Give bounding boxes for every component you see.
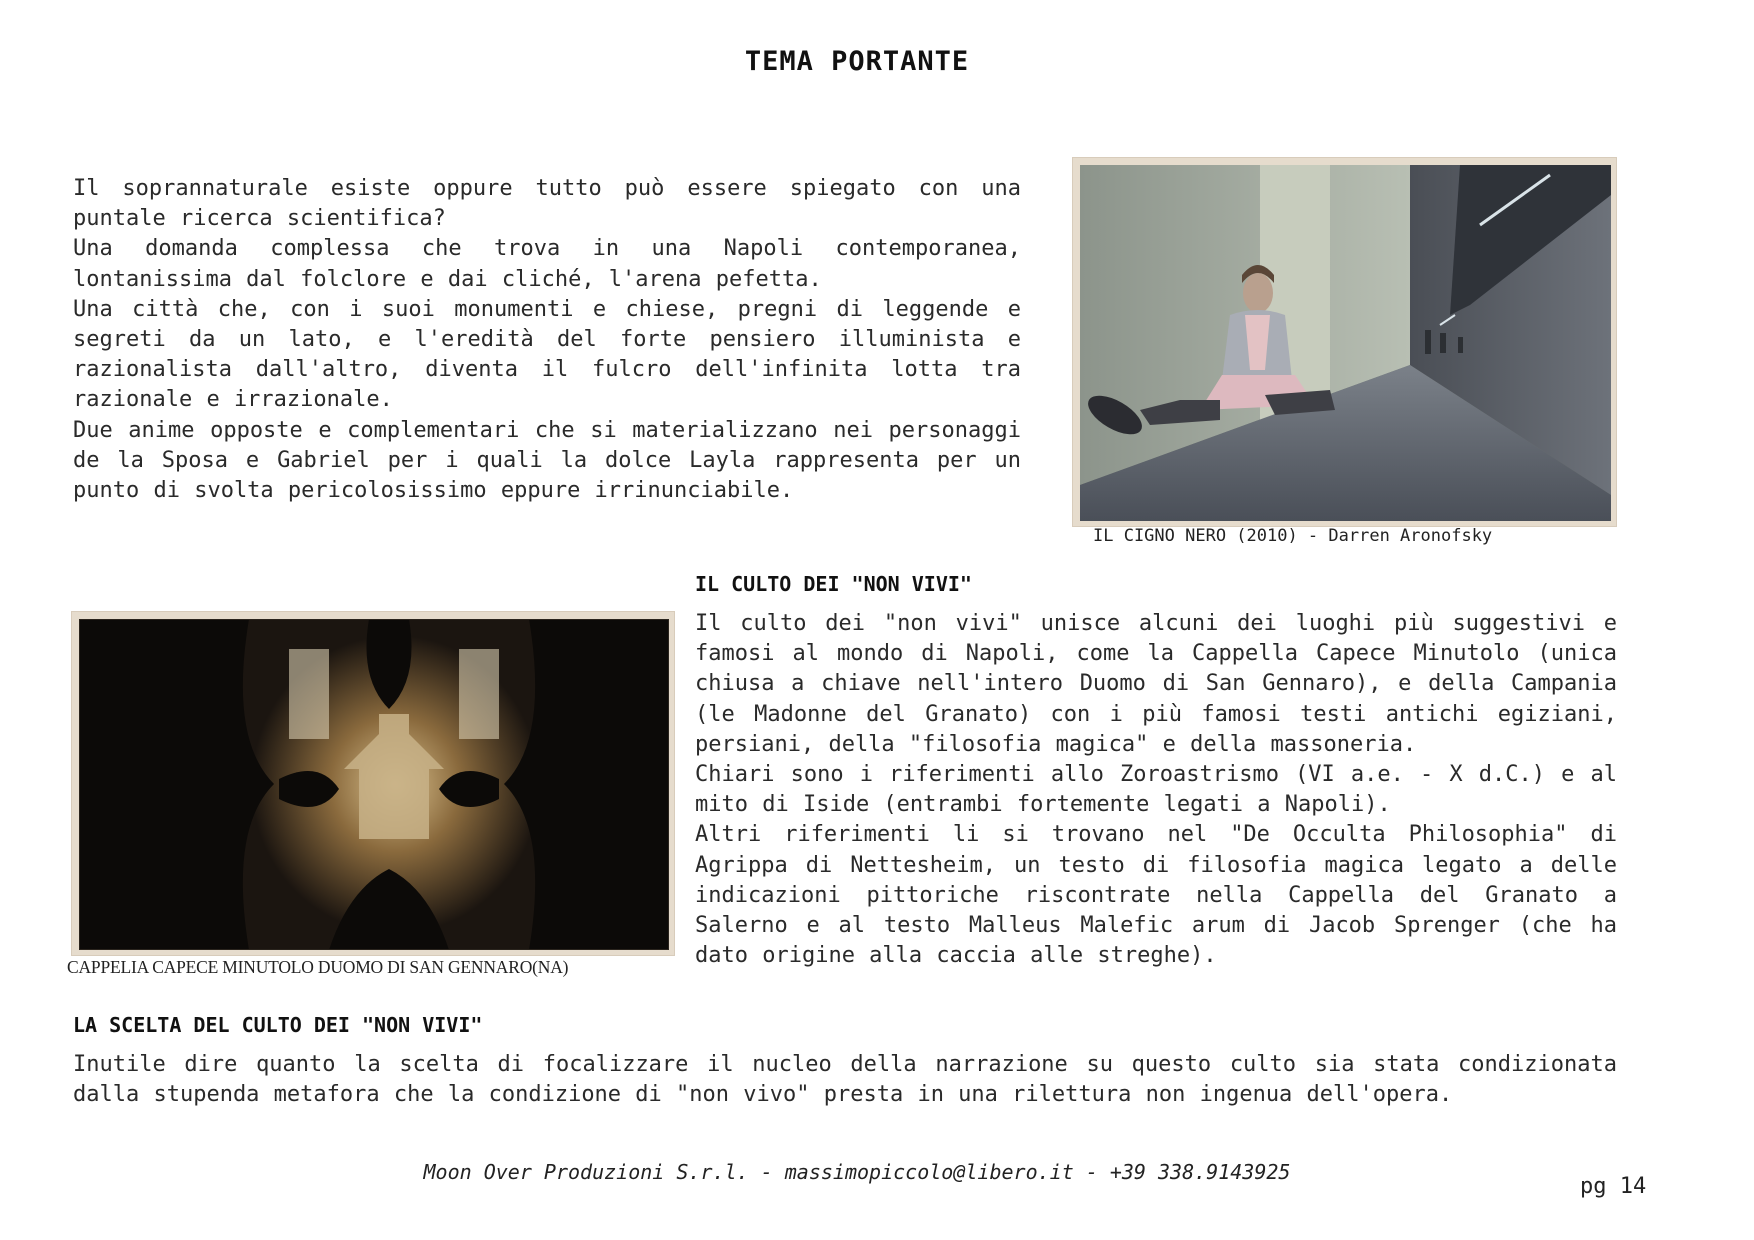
- footer-contact: Moon Over Produzioni S.r.l. - massimopiccolo@libero.it - +39 338.9143925: [423, 1160, 1291, 1184]
- scelta-paragraph: Inutile dire quanto la scelta di focalizzare il nucleo della narrazione su questo culto sia stata condizionata dalla stupenda metafora che la condizione di "non vivo" presta in una rilettura non ingenua dell'opera.: [73, 1052, 1617, 1108]
- scelta-text: [73, 1050, 1617, 1110]
- page-number: pg 14: [1580, 1174, 1647, 1199]
- page-title: TEMA PORTANTE: [744, 46, 970, 77]
- corridor-image: [1080, 165, 1611, 521]
- chapel-image: [79, 619, 669, 950]
- culto-paragraph: Altri riferimenti li si trovano nel "De Occulta Philosophia" di Agrippa di Nettesheim, un testo di filosofia magica legato a delle indicazioni pittoriche riscontrate nella Cappella del Granato a Salerno e al testo Malleus Malefic arum di Jacob Sprenger (che ha dato origine alla caccia alle streghe).: [695, 822, 1617, 969]
- intro-paragraph: Una domanda complessa che trova in una Napoli contemporanea, lontanissima dal folclore e dai cliché, l'arena pefetta.: [73, 236, 1021, 292]
- culto-paragraph: Il culto dei "non vivi" unisce alcuni dei luoghi più suggestivi e famosi al mondo di Napoli, come la Cappella Capece Minutolo (unica chiusa a chiave nell'intero Duomo di San Gennaro), e della Campania (le Madonne del Granato) con i più famosi testi antichi egiziani, persiani, della "filosofia magica" e della massoneria.: [695, 611, 1617, 757]
- film-still-caption: IL CIGNO NERO (2010) - Darren Aronofsky: [1093, 526, 1493, 546]
- culto-text: [695, 609, 1617, 971]
- film-still-photo: [1072, 157, 1617, 527]
- intro-paragraph: Il soprannaturale esiste oppure tutto può essere spiegato con una puntale ricerca scientifica?: [73, 176, 1021, 232]
- section-heading-culto: IL CULTO DEI "NON VIVI": [695, 572, 972, 596]
- culto-paragraph: Chiari sono i riferimenti allo Zoroastrismo (VI a.e. - X d.C.) e al mito di Iside (entrambi fortemente legati a Napoli).: [695, 762, 1617, 818]
- chapel-caption: CAPPELIA CAPECE MINUTOLO DUOMO DI SAN GENNARO(NA): [67, 957, 569, 977]
- intro-paragraph: Due anime opposte e complementari che si materializzano nei personaggi de la Sposa e Gabriel per i quali la dolce Layla rappresenta per un punto di svolta pericolosissimo eppure irrinunciabile.: [73, 417, 1021, 504]
- section-heading-scelta: LA SCELTA DEL CULTO DEI "NON VIVI": [73, 1013, 483, 1037]
- chapel-photo: [71, 611, 675, 956]
- intro-text: [73, 174, 1021, 506]
- intro-paragraph: Una città che, con i suoi monumenti e chiese, pregni di leggende e segreti da un lato, e l'eredità del forte pensiero illuminista e razionalista dall'altro, diventa il fulcro dell'infinita lotta tra razionale e irrazionale.: [73, 296, 1021, 413]
